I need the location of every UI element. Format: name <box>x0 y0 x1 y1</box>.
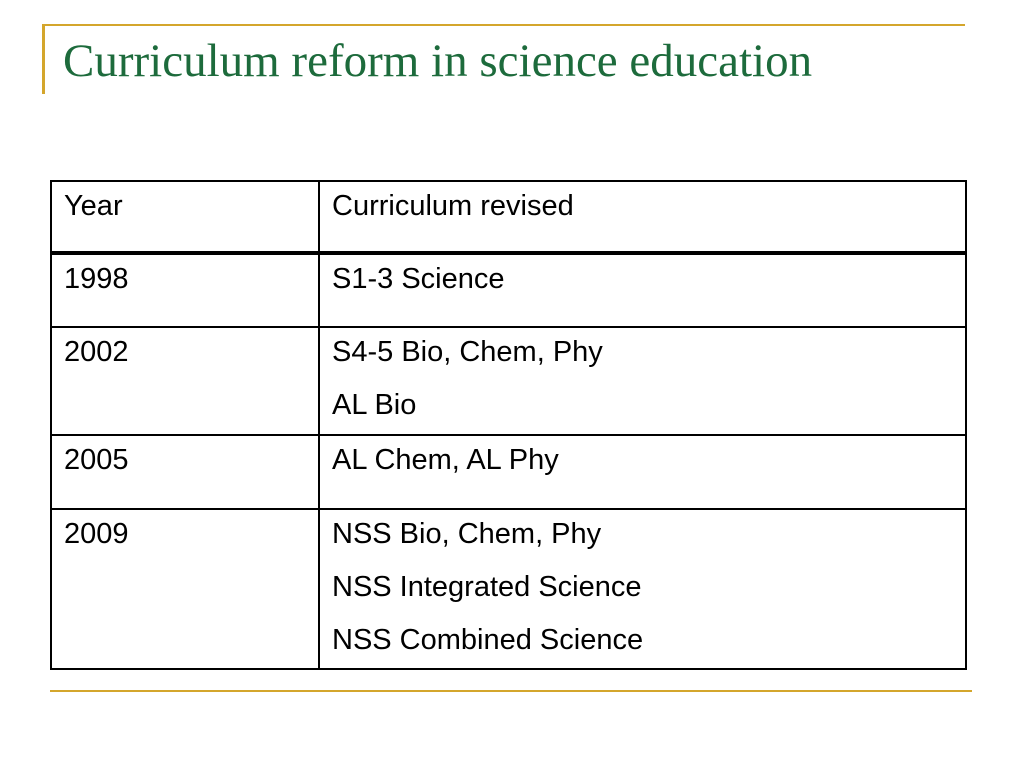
curriculum-cell <box>319 327 966 435</box>
curriculum-line: AL Bio <box>332 389 417 421</box>
slide-title: Curriculum reform in science education <box>63 35 813 87</box>
table-row <box>51 509 966 669</box>
curriculum-line: NSS Integrated Science <box>332 571 642 603</box>
table-header-row <box>51 181 966 253</box>
curriculum-table <box>50 180 967 670</box>
footer-accent-line <box>50 690 972 692</box>
curriculum-table-container <box>50 180 965 670</box>
year-cell: 2002 <box>51 327 319 435</box>
year-cell: 1998 <box>51 253 319 327</box>
curriculum-cell <box>319 509 966 669</box>
curriculum-line: AL Chem, AL Phy <box>332 444 559 476</box>
curriculum-cell <box>319 253 966 327</box>
curriculum-line: NSS Combined Science <box>332 624 644 656</box>
table-row <box>51 327 966 435</box>
title-accent-vertical-line <box>42 24 45 94</box>
title-accent-top-line <box>42 24 965 26</box>
table-row <box>51 253 966 327</box>
year-cell: 2009 <box>51 509 319 669</box>
curriculum-cell <box>319 435 966 509</box>
curriculum-line: S4-5 Bio, Chem, Phy <box>332 336 603 368</box>
table-row <box>51 435 966 509</box>
curriculum-line: NSS Bio, Chem, Phy <box>332 518 602 550</box>
column-header-curriculum: Curriculum revised <box>319 181 966 253</box>
curriculum-line: S1-3 Science <box>332 263 505 295</box>
column-header-year: Year <box>51 181 319 253</box>
year-cell: 2005 <box>51 435 319 509</box>
